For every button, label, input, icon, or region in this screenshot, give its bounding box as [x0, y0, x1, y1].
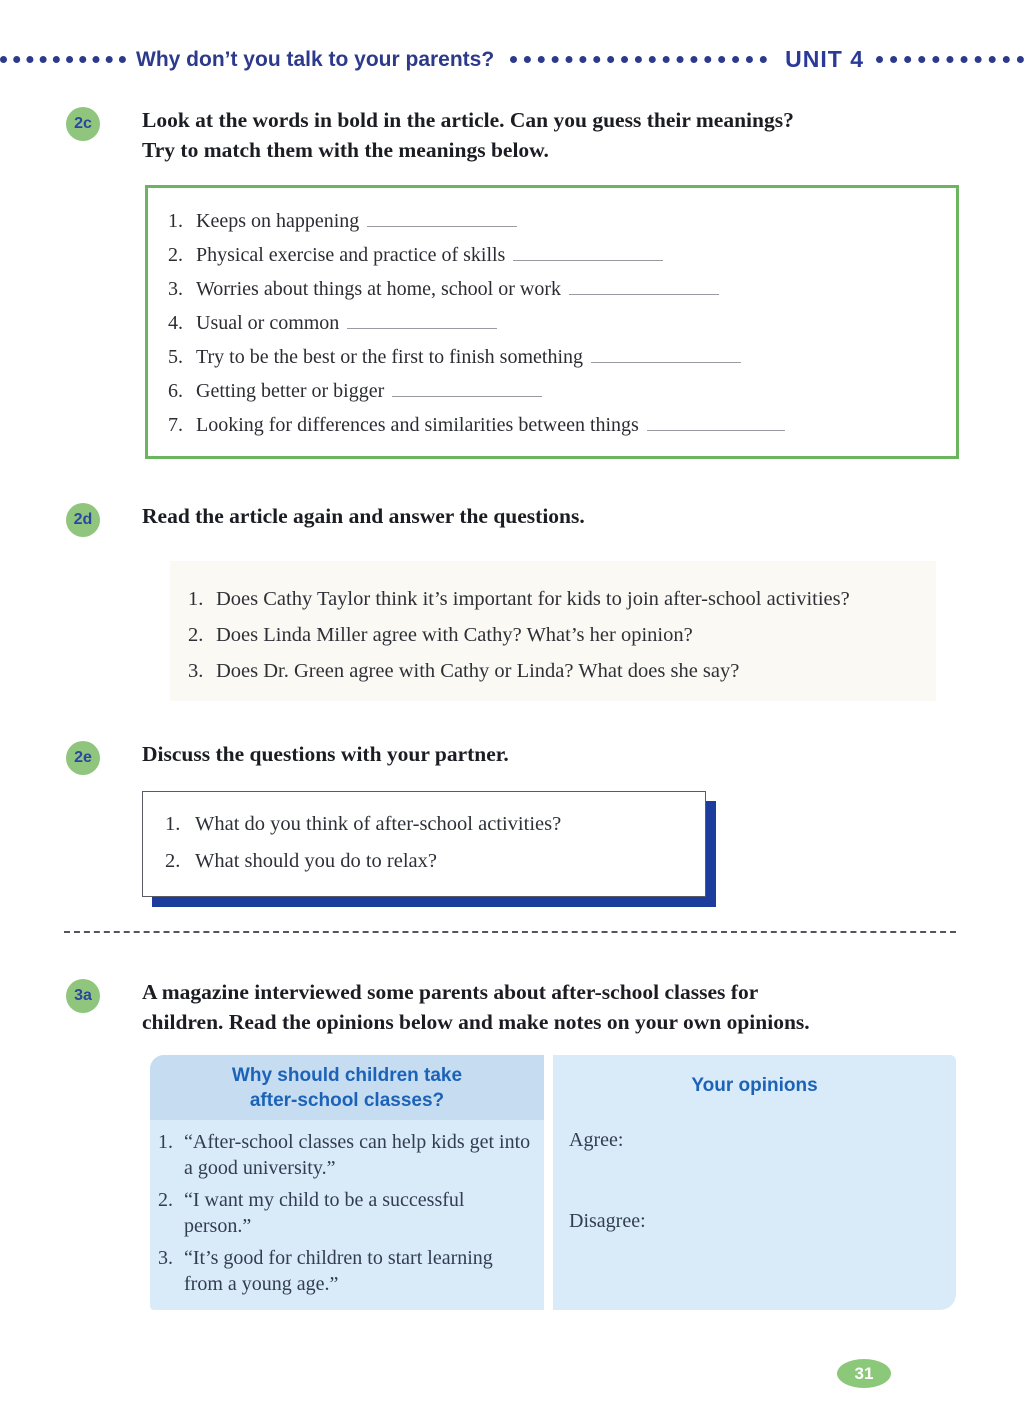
matching-item	[168, 374, 946, 408]
answer-blank	[367, 204, 517, 227]
opinion-item	[158, 1126, 536, 1184]
table-column-reasons	[150, 1055, 544, 1310]
item-number: 3.	[188, 660, 204, 682]
dot-leader-icon	[510, 56, 767, 63]
item-text: Getting better or bigger	[196, 380, 385, 402]
matching-item	[168, 306, 946, 340]
question-text: What do you think of after-school activities?	[195, 813, 562, 835]
matching-item	[168, 340, 946, 374]
opinion-text: “It’s good for children to start learning from a young age.”	[184, 1247, 493, 1295]
item-number: 1.	[158, 1131, 173, 1153]
opinion-item	[158, 1184, 536, 1242]
item-text: Looking for differences and similarities between things	[196, 414, 639, 436]
section-3a	[66, 977, 1024, 1037]
answer-blank	[347, 306, 497, 329]
instruction-line: Try to match them with the meanings below.	[142, 138, 549, 162]
table-column-your-opinions	[553, 1055, 956, 1310]
section-2c	[66, 105, 1024, 165]
question-text: Does Linda Miller agree with Cathy? What’s her opinion?	[216, 624, 693, 646]
answer-blank	[569, 272, 719, 295]
question-text: Does Dr. Green agree with Cathy or Linda? What does she say?	[216, 660, 740, 682]
section-2c-instruction	[142, 105, 794, 165]
opinions-list	[150, 1120, 544, 1310]
item-text: Try to be the best or the first to finish something	[196, 346, 584, 368]
discussion-question	[165, 806, 705, 843]
table-header-right: Your opinions	[691, 1075, 818, 1096]
answer-blank	[647, 408, 785, 431]
opinions-table	[150, 1055, 956, 1310]
section-badge-2c: 2c	[66, 107, 100, 141]
item-number: 2.	[158, 1189, 173, 1211]
item-number: 2.	[168, 244, 183, 266]
item-text: Worries about things at home, school or work	[196, 278, 561, 300]
agree-label: Agree:	[569, 1129, 624, 1151]
section-2e-instruction: Discuss the questions with your partner.	[142, 742, 509, 766]
header-line: after-school classes?	[249, 1090, 445, 1111]
question-item	[188, 653, 936, 689]
question-item	[188, 617, 936, 653]
disagree-label: Disagree:	[569, 1210, 646, 1232]
item-number: 4.	[168, 312, 183, 334]
item-number: 2.	[165, 850, 181, 872]
item-number: 5.	[168, 346, 183, 368]
item-number: 7.	[168, 414, 183, 436]
page-number-badge: 31	[837, 1359, 891, 1388]
matching-item	[168, 272, 946, 306]
page-header	[0, 46, 1024, 73]
item-number: 3.	[158, 1247, 173, 1269]
item-number: 1.	[165, 813, 181, 835]
question-text: Does Cathy Taylor think it’s important for kids to join after-school activities?	[216, 588, 850, 610]
discussion-box	[142, 791, 706, 897]
section-2d-instruction: Read the article again and answer the questions.	[142, 504, 585, 528]
instruction-line: children. Read the opinions below and make notes on your own opinions.	[142, 1010, 810, 1034]
answer-blank	[513, 238, 663, 261]
page-header-title: Why don’t you talk to your parents?	[136, 47, 495, 71]
section-badge-2d: 2d	[66, 503, 100, 537]
item-number: 3.	[168, 278, 183, 300]
header-line: Why should children take	[231, 1065, 463, 1086]
item-text: Keeps on happening	[196, 210, 360, 232]
section-badge-2e: 2e	[66, 741, 100, 775]
item-number: 1.	[188, 588, 204, 610]
instruction-line: A magazine interviewed some parents about after-school classes for	[142, 980, 759, 1004]
section-2d	[66, 501, 1024, 537]
discussion-question	[165, 843, 705, 880]
table-header-left	[150, 1055, 544, 1120]
section-2e	[66, 739, 1024, 775]
question-item	[188, 581, 936, 617]
item-text: Usual or common	[196, 312, 340, 334]
opinion-text: “I want my child to be a successful person.”	[184, 1189, 465, 1237]
section-3a-instruction	[142, 977, 810, 1037]
instruction-line: Look at the words in bold in the article. Can you guess their meanings?	[142, 108, 794, 132]
answer-blank	[591, 340, 741, 363]
matching-item	[168, 238, 946, 272]
opinion-item	[158, 1242, 536, 1300]
matching-item	[168, 408, 946, 442]
item-number: 6.	[168, 380, 183, 402]
unit-label: UNIT 4	[785, 46, 864, 72]
questions-list-2d	[170, 561, 936, 701]
item-number: 1.	[168, 210, 183, 232]
question-text: What should you do to relax?	[195, 850, 437, 872]
section-badge-3a: 3a	[66, 979, 100, 1013]
section-divider	[64, 931, 956, 933]
item-number: 2.	[188, 624, 204, 646]
matching-item	[168, 204, 946, 238]
dot-leader-icon	[876, 56, 1024, 63]
dot-leader-icon	[0, 56, 126, 63]
answer-blank	[392, 374, 542, 397]
opinion-text: “After-school classes can help kids get into a good university.”	[184, 1131, 531, 1179]
item-text: Physical exercise and practice of skills	[196, 244, 506, 266]
matching-box	[145, 185, 959, 459]
